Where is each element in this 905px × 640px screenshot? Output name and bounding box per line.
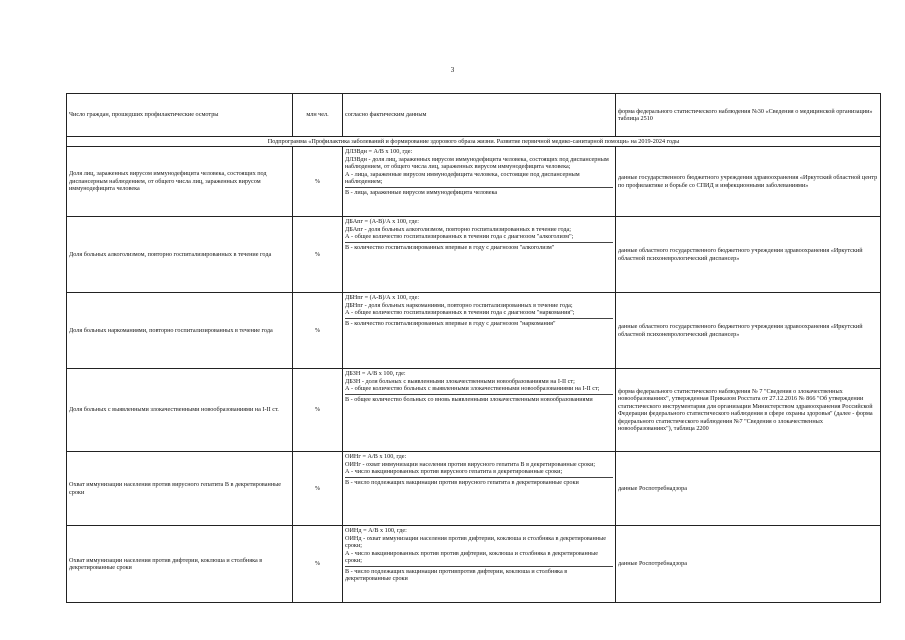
table-row: [67, 526, 881, 603]
formula-line: ДБЗН = А/В х 100, где:: [345, 370, 406, 377]
formula-cell: [343, 293, 616, 369]
formula-line: ОИНд = А/В х 100, где:: [345, 527, 407, 534]
table-row: [67, 452, 881, 526]
formula-line: ОИНд - охват иммунизации населения против дифтерии, коклюша и столбняка в декретированные сроки;: [345, 534, 606, 549]
unit-cell: %: [293, 452, 343, 526]
unit-cell: %: [293, 217, 343, 293]
table-row: [67, 293, 881, 369]
formula-line: ДБАпг = (А-В)/А х 100, где:: [345, 218, 419, 225]
indicator-cell: Доля больных алкоголизмом, повторно госпитализированных в течение года: [67, 217, 293, 293]
source-cell: данные государственного бюджетного учреждения здравоохранения «Иркутский областной центр по профилактике и борьбе со СПИД и инфекционными заболеваниями»: [616, 147, 881, 217]
indicator-cell: Доля больных с выявленными злокачественными новообразованиями на I-II ст.: [67, 369, 293, 452]
source-cell: данные областного государственного бюджетного учреждения здравоохранения «Иркутский областной психоневрологический диспансер»: [616, 293, 881, 369]
formula-line: А - общее количество госпитализированных в течении года с диагнозом "наркомания";: [345, 309, 575, 316]
formula-cell: [343, 526, 616, 603]
formula-line: А - лица, зараженные вирусом иммунодефицита человека, состоящие под диспансерным наблюдением;: [345, 170, 580, 185]
formula-cell: [343, 369, 616, 452]
formula-line: В - число подлежащих вакцинации противпротив дифтерии, коклюша и столбняка в декретированные сроки: [345, 566, 613, 583]
indicators-table: [66, 93, 881, 603]
source-cell: данные Роспотребнадзора: [616, 452, 881, 526]
unit-cell: %: [293, 147, 343, 217]
formula-line: согласно фактическим данным: [345, 111, 427, 119]
indicator-cell: Охват иммунизации населения против дифтерии, коклюша и столбняка в декретированные сроки: [67, 526, 293, 603]
formula-line: В - количество госпитализированных впервые в году с диагнозом "наркомания": [345, 318, 613, 328]
indicator-cell: Доля больных наркоманиями, повторно госпитализированных в течение года: [67, 293, 293, 369]
formula-line: В - общее количество больных со вновь выявленными злокачественными новообразованиями: [345, 394, 613, 404]
unit-cell: %: [293, 293, 343, 369]
indicator-cell: Охват иммунизации населения против вирусного гепатита В в декретированные сроки: [67, 452, 293, 526]
formula-cell: [343, 147, 616, 217]
formula-line: ДЛЗВдн - доля лиц, зараженных вирусом иммунодефицита человека, состоящих под диспансерным наблюдением, от общего числа лиц, зараженных вирусом иммунодефицита человека;: [345, 155, 609, 170]
formula-line: В - количество госпитализированных впервые в году с диагнозом "алкоголизм": [345, 242, 613, 252]
unit-cell: %: [293, 526, 343, 603]
source-cell: данные Роспотребнадзора: [616, 526, 881, 603]
table-row: [67, 94, 881, 137]
subprogram-title: Подпрограмма «Профилактика заболеваний и формирование здорового образа жизни. Развитие первичной медико-санитарной помощи» на 2019-2024 годы: [67, 137, 881, 147]
formula-cell: [343, 94, 616, 137]
formula-line: А - число вакцинированных против вирусного гепатита в декретированные сроки;: [345, 468, 563, 475]
formula-line: ДБЗН - доля больных с выявленными злокачественными новообразованиями на I-II ст;: [345, 377, 575, 385]
formula-line: А - общее количество больных с выявленными злокачественными новообразованиями на I-II ст;: [345, 385, 600, 392]
page-number: 3: [450, 66, 455, 74]
formula-cell: [343, 217, 616, 293]
source-cell: форма федерального статистического наблюдения №30 «Сведения о медицинской организации» таблица 2510: [616, 94, 881, 137]
formula-line: А - общее количество госпитализированных в течении года с диагнозом "алкоголизм";: [345, 233, 574, 240]
formula-line: ОИНг = А/В х 100, где:: [345, 453, 407, 460]
indicator-cell: Доля лиц, зараженных вирусом иммунодефицита человека, состоящих под диспансерным наблюдением, от общего числа лиц, зараженных вирусом иммунодефицита человека: [67, 147, 293, 217]
formula-line: ДБАпг - доля больных алкоголизмом, повторно госпитализированных в течение года;: [345, 225, 572, 233]
formula-line: В - лица, зараженные вирусом иммунодефицита человека: [345, 187, 613, 197]
formula-line: ДБНпг - доля больных наркоманиями, повторно госпитализированных в течение года;: [345, 301, 573, 309]
formula-line: А - число вакцинированных против против дифтерии, коклюша и столбняка в декретированные сроки;: [345, 549, 599, 564]
indicator-cell: Число граждан, прошедших профилактические осмотры: [67, 94, 293, 137]
table-row: [67, 217, 881, 293]
table-row: [67, 369, 881, 452]
formula-line: ДБНпг = (А-В)/А х 100, где:: [345, 294, 420, 301]
formula-line: В - число подлежащих вакцинации против вирусного гепатита в декретированные сроки: [345, 477, 613, 487]
subprogram-header-row: [67, 137, 881, 147]
table-row: [67, 147, 881, 217]
source-cell: форма федерального статистического наблюдения № 7 "Сведения о злокачественных новообразованиях", утвержденная Приказом Росстата от 27.12.2016 № 866 "Об утверждении статистического инструментария для организации Министерством здравоохранения Российской Федерации федерального статистического наблюдения в сфере охраны здоровья" (далее - форма федерального статистического наблюдения №7 "Сведения о злокачественных новообразованиях"), таблица 2200: [616, 369, 881, 452]
formula-line: ДЛЗВдн = А/В х 100, где:: [345, 148, 413, 155]
formula-line: ОИНг - охват иммунизации населения против вирусного гепатита В в декретированные сроки;: [345, 460, 596, 468]
unit-cell: %: [293, 369, 343, 452]
unit-cell: млн чел.: [293, 94, 343, 137]
source-cell: данные областного государственного бюджетного учреждения здравоохранения «Иркутский областной психоневрологический диспансер»: [616, 217, 881, 293]
formula-cell: [343, 452, 616, 526]
